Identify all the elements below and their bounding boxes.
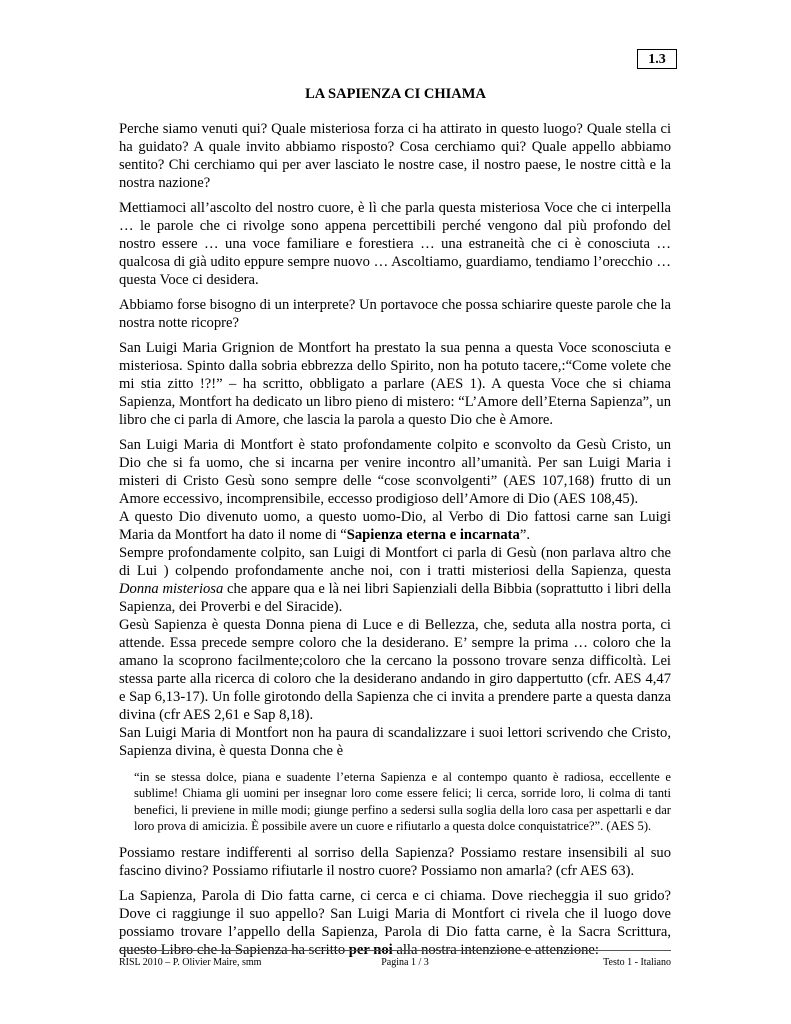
paragraph-5: San Luigi Maria di Montfort è stato profondamente colpito e sconvolto da Gesù Cristo, un Dio che si fa uomo, che si incarna per venire incontro all’umanità. Per san Luigi Maria i misteri di Cristo Gesù sono sempre delle “cose sconvolgenti” (AES 107,168) frutto di un Amore eccessivo, incomprensibile, eccesso prodigioso dell’Amore di Dio (AES 108,45).	[119, 437, 671, 507]
footer-author: RISL 2010 – P. Olivier Maire, smm	[119, 957, 262, 968]
paragraph-9: San Luigi Maria di Montfort non ha paura di scandalizzare i suoi lettori scrivendo che Cristo, Sapienza divina, è questa Donna che è	[119, 725, 671, 759]
paragraph-7-italic: Donna misteriosa	[119, 581, 224, 597]
paragraph-6-text: A questo Dio divenuto uomo, a questo uomo-Dio, al Verbo di Dio fattosi carne san Luigi Maria da Montfort ha dato il nome di “	[119, 509, 671, 543]
paragraph-11-end: alla nostra intenzione e attenzione:	[392, 941, 599, 958]
footer-divider	[119, 950, 671, 951]
paragraph-6-bold: Sapienza eterna e incarnata	[346, 527, 520, 543]
page-title: LA SAPIENZA CI CHIAMA	[305, 86, 486, 102]
paragraph-11	[119, 887, 671, 959]
paragraph-8: Gesù Sapienza è questa Donna piena di Luce e di Bellezza, che, seduta alla nostra porta, ci attende. Essa precede sempre coloro che la desiderano. E’ sempre la prima … coloro che la amano la scoprono facilmente;coloro che la cercano la possono trovare senza difficoltà. Lei stessa parte alla ricerca di coloro che la desiderano andando in giro dappertutto (cfr. AES 4,47 e Sap 6,13-17). Un folle girotondo della Sapienza che ci invita a prendere parte a questa danza divina (cfr AES 2,61 e Sap 8,18).	[119, 617, 671, 723]
document-body	[119, 120, 671, 966]
paragraph-6-end: ”.	[519, 527, 530, 543]
footer-page-number: Pagina 1 / 3	[381, 957, 429, 968]
paragraph-4: San Luigi Maria Grignion de Montfort ha prestato la sua penna a questa Voce sconosciuta e misteriosa. Spinto dalla sobria ebbrezza dello Spirito, non ha potuto tacere,:“Come volete che mi stia zitto !?!” – ha scritto, obbligato a parlare (AES 1). A questa Voce che si chiama Sapienza, Montfort ha dedicato un libro pieno di mistero: “L’Amore dell’Eterna Sapienza”, un libro che ci parla di Amore, che lascia la parola a questo Dio che è Amore.	[119, 340, 671, 428]
paragraph-7-end: che appare qua e là nei libri Sapienziali della Bibbia (soprattutto i libri della Sapienza, dei Proverbi e del Siracide).	[119, 581, 672, 615]
paragraph-2: Mettiamoci all’ascolto del nostro cuore, è lì che parla questa misteriosa Voce che ci interpella … le parole che ci rivolge sono appena percettibili perché vengono dal più profondo del nostro essere … una voce familiare e forestiera … una estraneità che ci è conosciuta … qualcosa di già udito eppure sempre nuovo … Ascoltiamo, guardiamo, tendiamo l’orecchio … questa Voce ci desidera.	[119, 200, 671, 288]
paragraph-1: Perche siamo venuti qui? Quale misteriosa forza ci ha attirato in questo luogo? Quale stella ci ha guidato? A quale invito abbiamo risposto? Cosa cerchiamo qui? Quale appello abbiamo sentito? Chi cerchiamo qui per aver lasciato le nostre case, il nostro paese, le nostre città e la nostra nazione?	[119, 121, 671, 191]
paragraph-11-text: La Sapienza, Parola di Dio fatta carne, ci cerca e ci chiama. Dove riecheggia il suo grido? Dove ci raggiunge il suo appello? San Luigi Maria di Montfort ci rivela che il luogo dove possiamo trovare l’appello della Sapienza, Parola di Dio fatta carne, è la Sacra Scrittura, questo Libro che la Sapienza ha scritto	[119, 887, 671, 958]
block-quote: “in se stessa dolce, piana e suadente l’eterna Sapienza e al contempo quanto è radiosa, eccellente e sublime! Chiama gli uomini per insegnar loro come essere felici; li cerca, sorride loro, li colma di tanti benefici, li previene in mille modi; giunge perfino a sedersi sulla soglia della loro casa per aspettarli e dar loro prova di amicizia. È possibile avere un cuore e rifiutarlo a questa dolce conquistatrice?”. (AES 5).	[134, 770, 671, 834]
paragraph-7-text: Sempre profondamente colpito, san Luigi di Montfort ci parla di Gesù (non parlava altro che di Lui ) colpendo profondamente anche noi, con i tratti misteriosi della Sapienza, questa	[119, 545, 671, 579]
paragraph-6	[119, 508, 671, 544]
paragraph-7	[119, 544, 671, 616]
paragraph-3: Abbiamo forse bisogno di un interprete? Un portavoce che possa schiarire queste parole che la nostra notte ricopre?	[119, 297, 671, 331]
footer-text-label: Testo 1 - Italiano	[603, 957, 671, 968]
paragraph-11-bold: per noi	[348, 941, 393, 958]
section-number-badge: 1.3	[637, 49, 677, 69]
paragraph-10: Possiamo restare indifferenti al sorriso della Sapienza? Possiamo restare insensibili al suo fascino divino? Possiamo rifiutarle il nostro cuore? Possiamo non amarla? (cfr AES 63).	[119, 844, 671, 879]
